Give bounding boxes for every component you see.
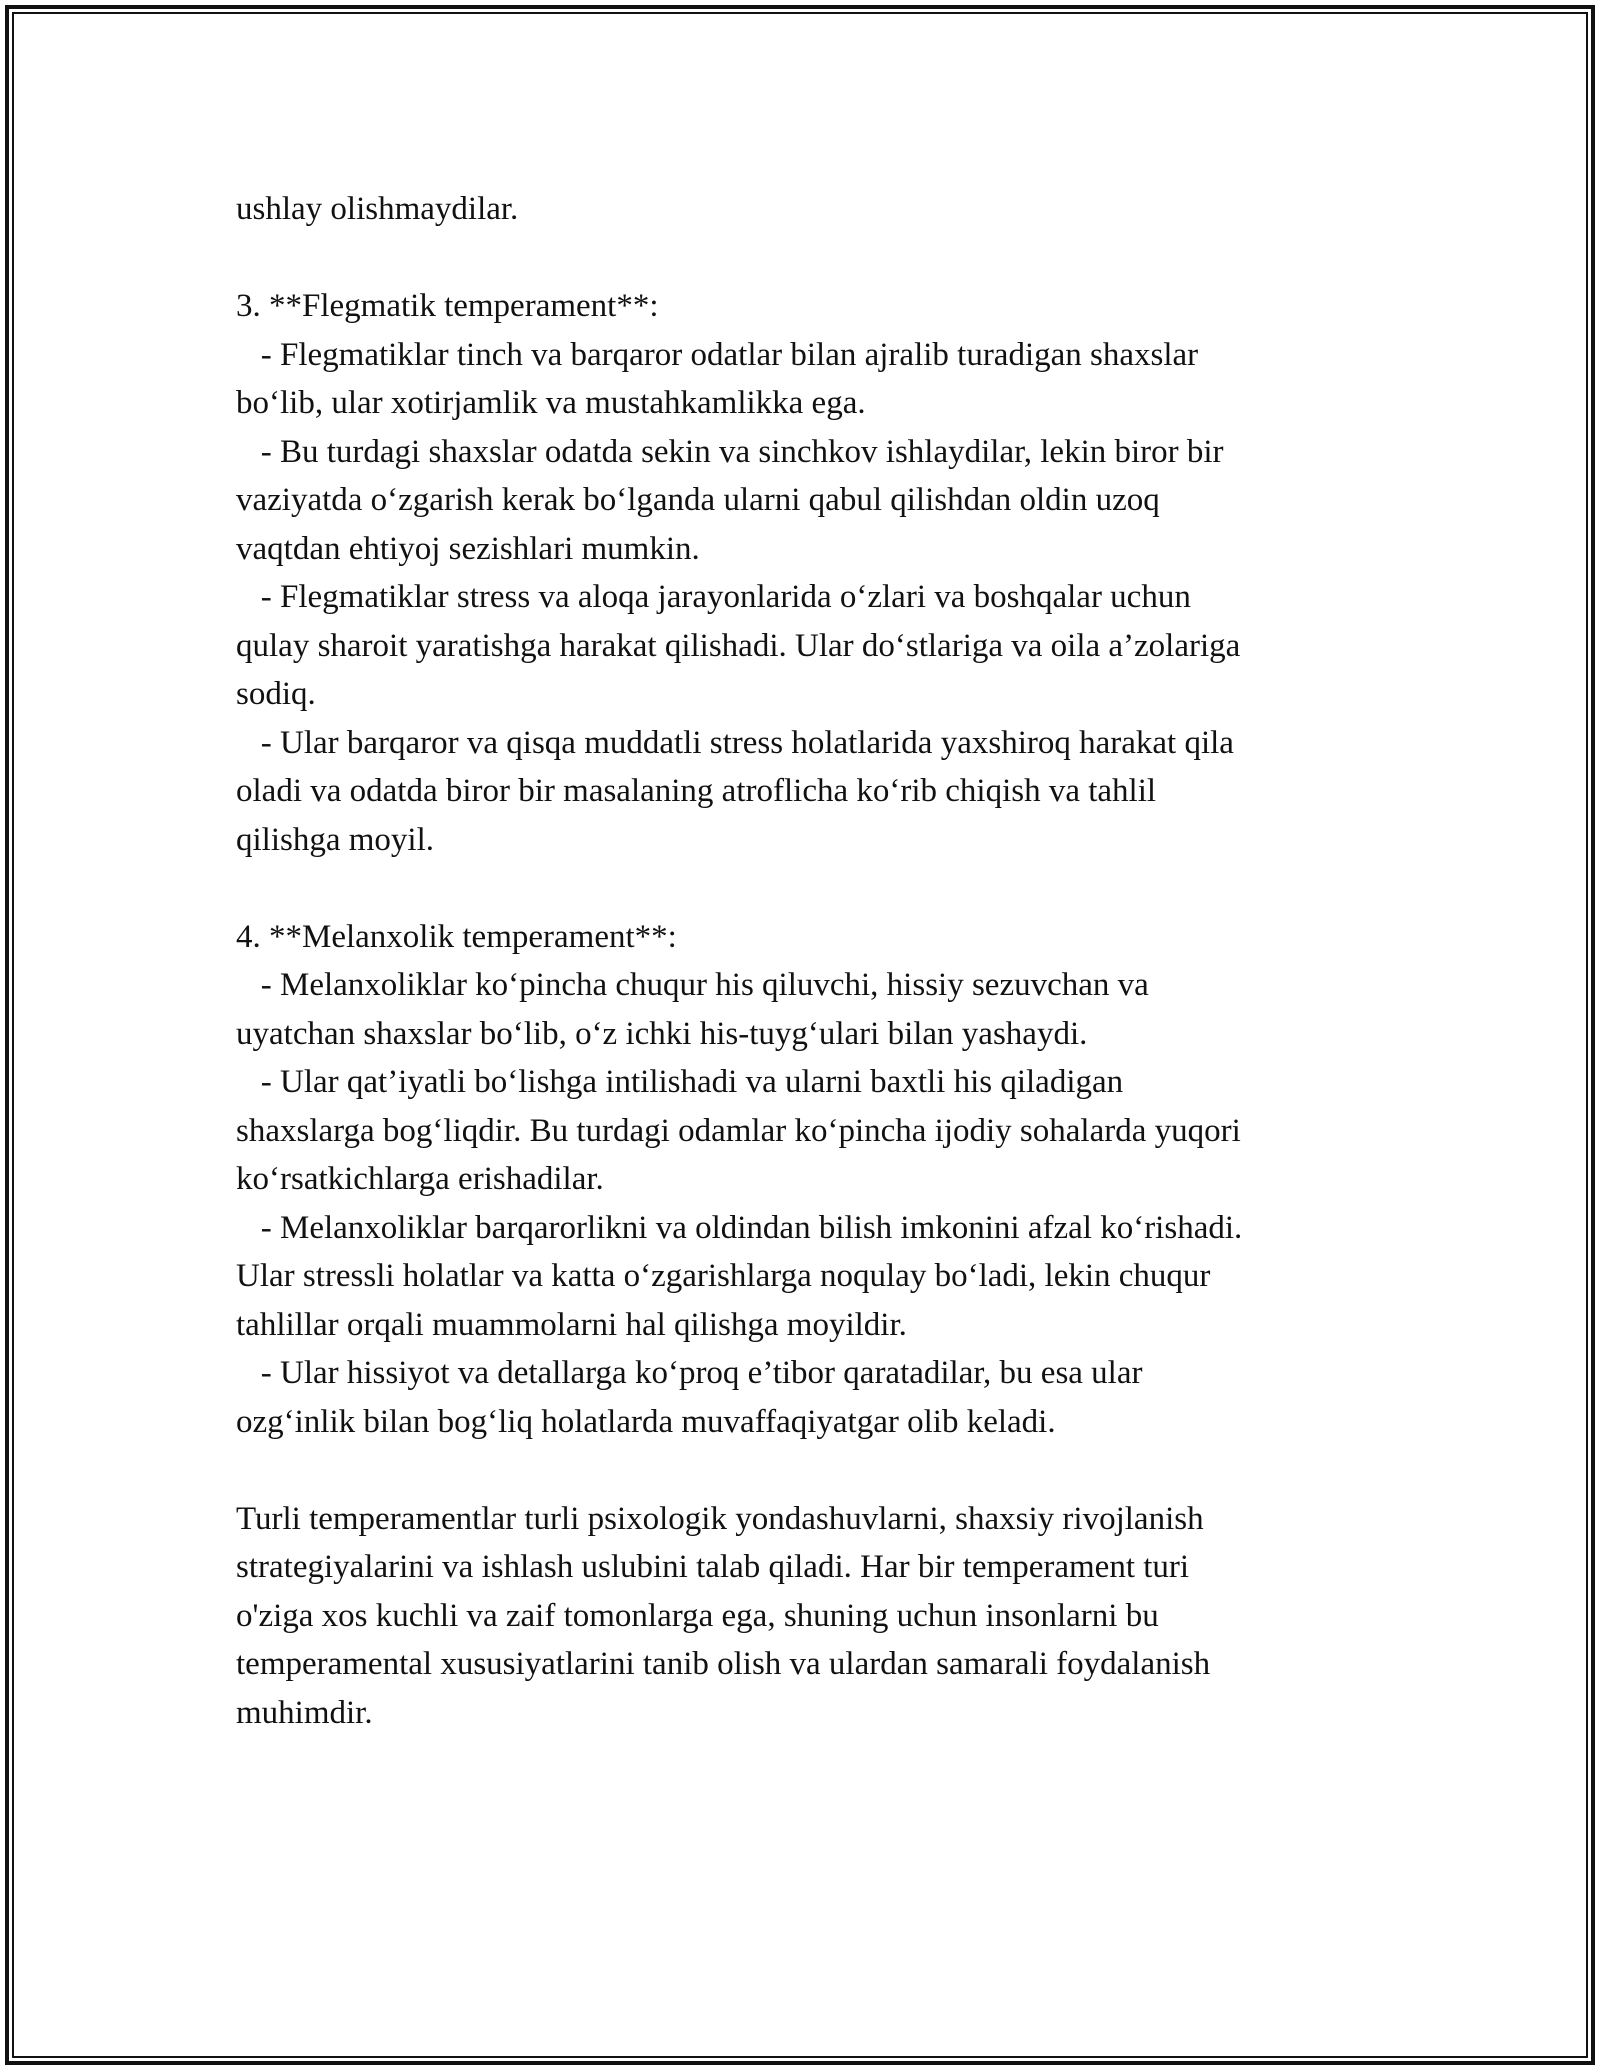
section-heading-melanxolik: 4. **Melanxolik temperament**: bbox=[236, 918, 677, 955]
conclusion-line: Turli temperamentlar turli psixologik yondashuvlarni, shaxsiy rivojlanish bbox=[236, 1500, 1204, 1537]
text-line: qulay sharoit yaratishga harakat qilishadi. Ular do‘stlariga va oila a’zolariga bbox=[236, 627, 1241, 664]
text-line: tahlillar orqali muammolarni hal qilishga moyildir. bbox=[236, 1306, 907, 1343]
text-line: bo‘lib, ular xotirjamlik va mustahkamlikka ega. bbox=[236, 385, 866, 421]
text-line: qilishga moyil. bbox=[236, 821, 434, 858]
blank-line bbox=[236, 864, 1386, 913]
text-line: vaqtdan ehtiyoj sezishlari mumkin. bbox=[236, 530, 700, 567]
text-line: - Ular qat’iyatli bo‘lishga intilishadi va ularni baxtli his qiladigan bbox=[236, 1064, 1124, 1100]
text-line: - Bu turdagi shaxslar odatda sekin va sinchkov ishlaydilar, lekin biror bir bbox=[236, 433, 1224, 470]
text-line: ko‘rsatkichlarga erishadilar. bbox=[236, 1161, 604, 1197]
text-line: - Flegmatiklar stress va aloqa jarayonlarida o‘zlari va boshqalar uchun bbox=[236, 579, 1191, 615]
text-line: - Ular hissiyot va detallarga ko‘proq e’tibor qaratadilar, bu esa ular bbox=[236, 1355, 1143, 1391]
text-line: ozg‘inlik bilan bog‘liq holatlarda muvaffaqiyatgar olib keladi. bbox=[236, 1403, 1056, 1440]
text-line: uyatchan shaxslar bo‘lib, o‘z ichki his-tuyg‘ulari bilan yashaydi. bbox=[236, 1015, 1088, 1052]
text-line: ushlay olishmaydilar. bbox=[236, 191, 519, 227]
blank-line bbox=[236, 1446, 1386, 1495]
text-line: Ular stressli holatlar va katta o‘zgarishlarga noqulay bo‘ladi, lekin chuqur bbox=[236, 1258, 1211, 1294]
text-line: - Flegmatiklar tinch va barqaror odatlar bilan ajralib turadigan shaxslar bbox=[236, 336, 1199, 373]
blank-line bbox=[236, 234, 1386, 283]
conclusion-line: o'ziga xos kuchli va zaif tomonlarga ega, shuning uchun insonlarni bu bbox=[236, 1597, 1159, 1634]
section-heading-flegmatik: 3. **Flegmatik temperament**: bbox=[236, 288, 659, 324]
text-line: vaziyatda o‘zgarish kerak bo‘lganda ularni qabul qilishdan oldin uzoq bbox=[236, 482, 1160, 518]
document-body bbox=[236, 185, 1386, 1737]
text-line: - Ular barqaror va qisqa muddatli stress holatlarida yaxshiroq harakat qila bbox=[236, 724, 1234, 761]
text-line: shaxslarga bog‘liqdir. Bu turdagi odamlar ko‘pincha ijodiy sohalarda yuqori bbox=[236, 1112, 1241, 1149]
text-line: - Melanxoliklar barqarorlikni va oldindan bilish imkonini afzal ko‘rishadi. bbox=[236, 1209, 1243, 1246]
text-line: oladi va odatda biror bir masalaning atroflicha ko‘rib chiqish va tahlil bbox=[236, 773, 1157, 809]
conclusion-line: strategiyalarini va ishlash uslubini talab qiladi. Har bir temperament turi bbox=[236, 1549, 1190, 1585]
text-line: sodiq. bbox=[236, 676, 316, 712]
text-line: - Melanxoliklar ko‘pincha chuqur his qiluvchi, hissiy sezuvchan va bbox=[236, 967, 1149, 1003]
conclusion-line: temperamental xususiyatlarini tanib olish va ulardan samarali foydalanish bbox=[236, 1646, 1211, 1682]
conclusion-line: muhimdir. bbox=[236, 1694, 373, 1731]
